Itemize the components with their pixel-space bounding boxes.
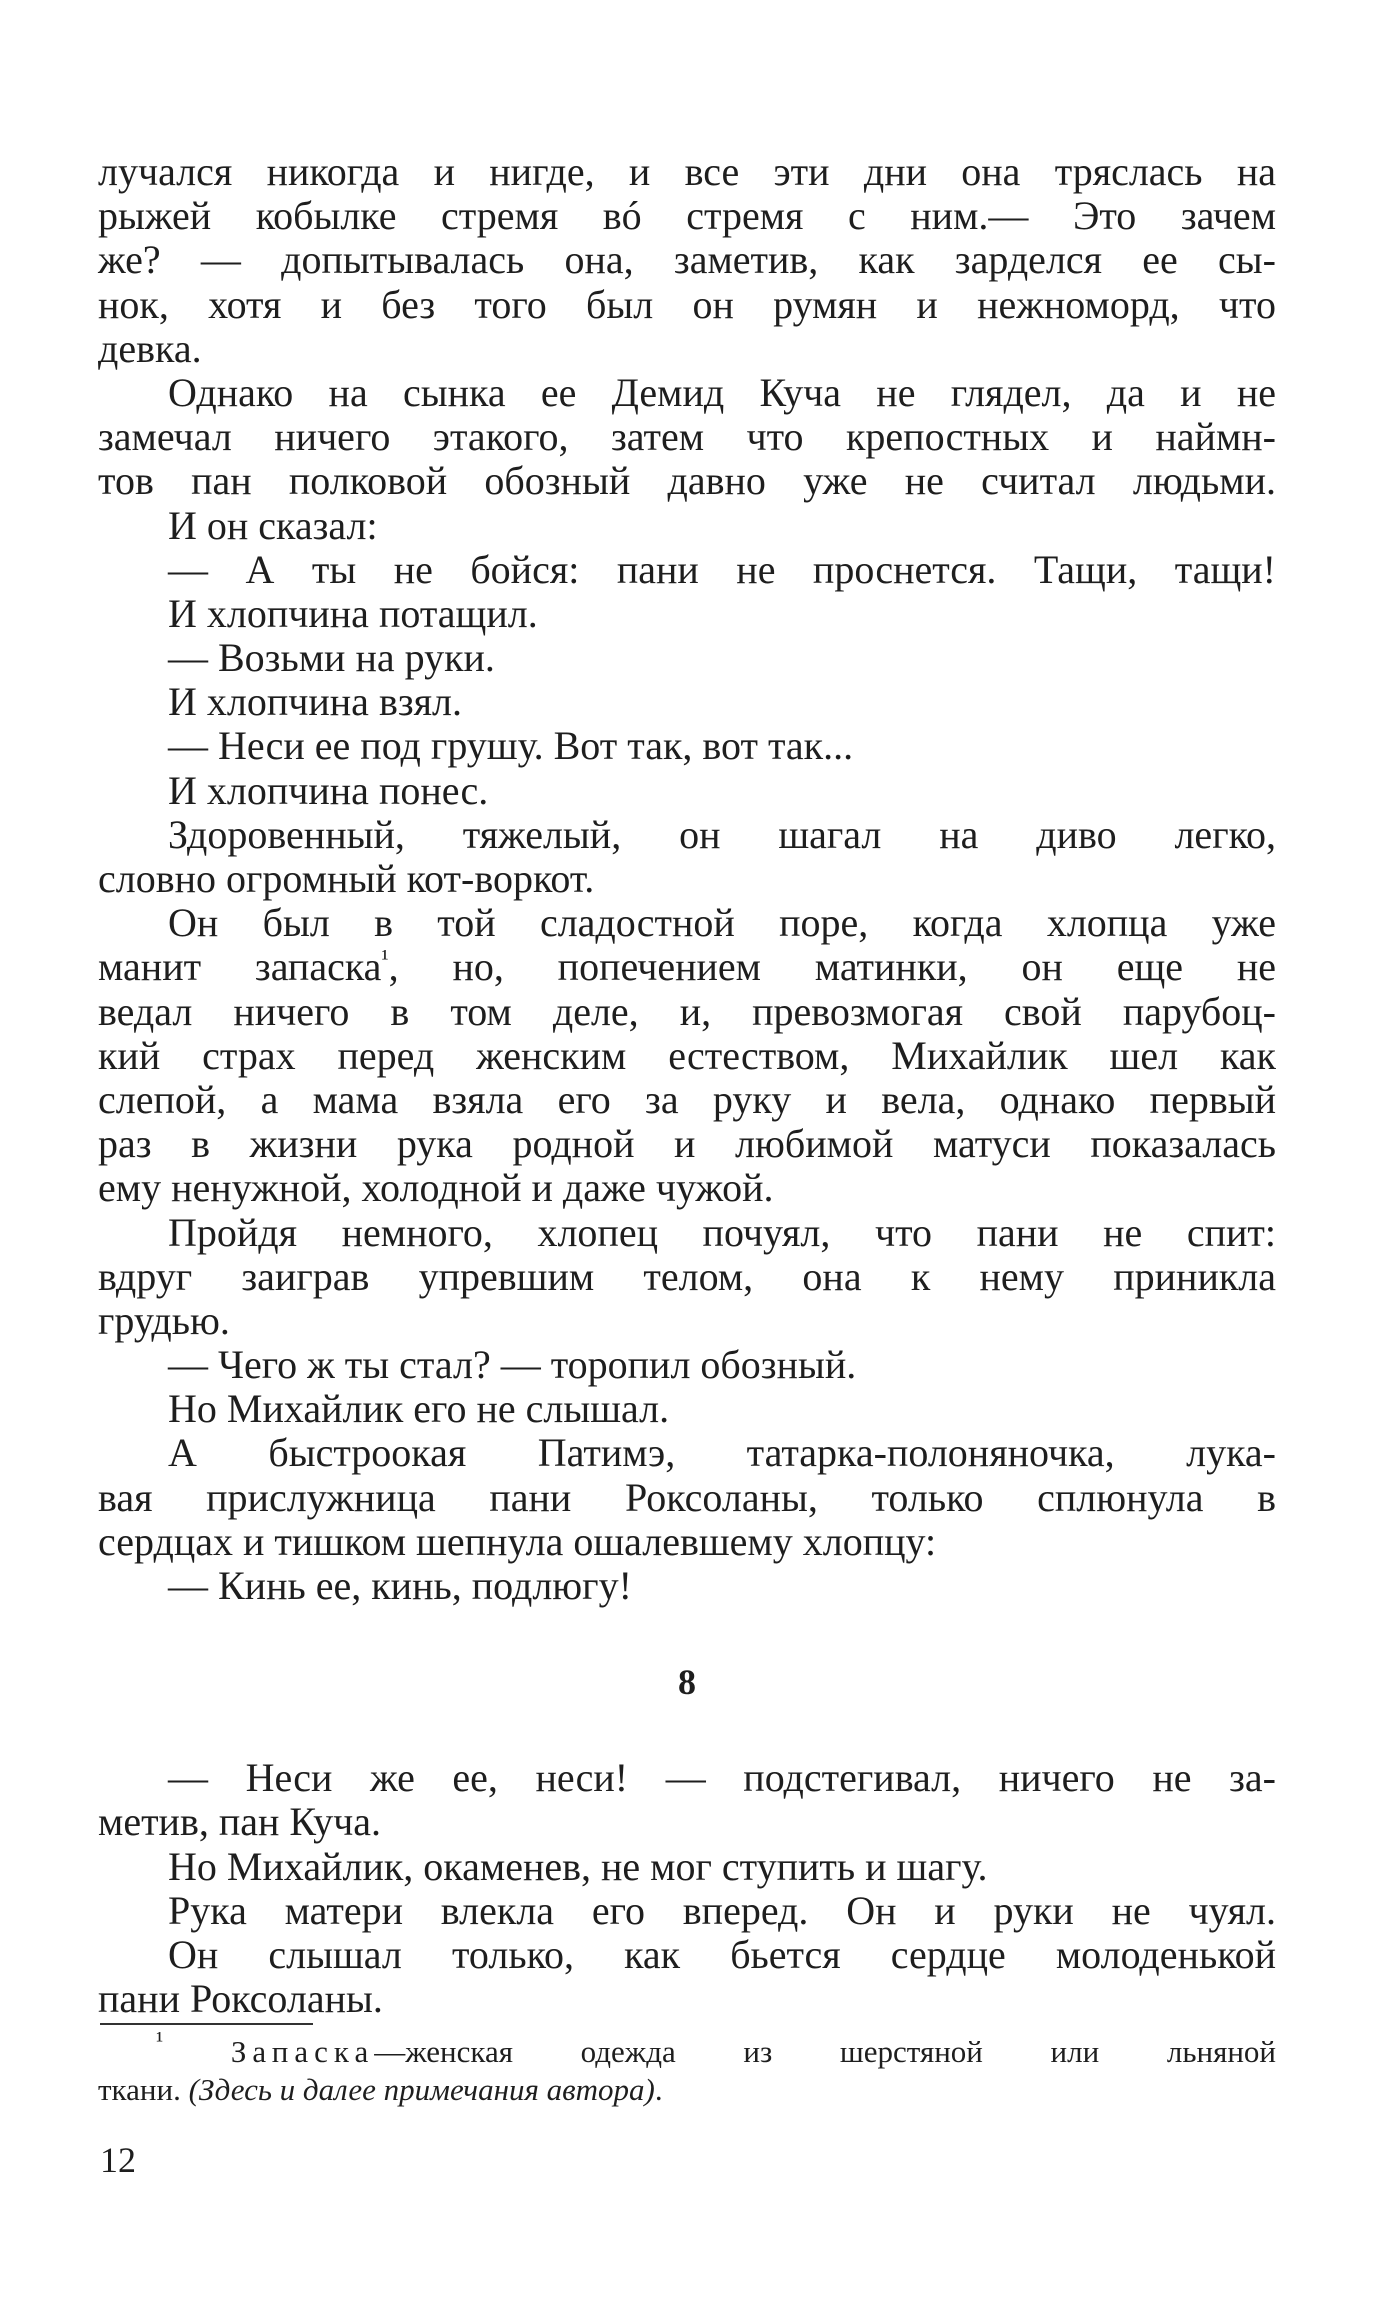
text-line: вая прислужница пани Роксоланы, только сплюнула в (98, 1474, 1276, 1520)
text-line (98, 945, 1276, 989)
text-line: лучался никогда и нигде, и все эти дни она тряслась на (98, 149, 1276, 194)
text-line: раз в жизни рука родной и любимой матуси показалась (98, 1121, 1276, 1167)
text-line: А быстроокая Патимэ, татарка-полоняночка, лука- (168, 1430, 1276, 1476)
footnote-line (98, 2028, 1277, 2071)
text-line: — Кинь ее, кинь, подлюгу! (168, 1563, 632, 1608)
text-line: Рука матери влекла его вперед. Он и руки не чуял. (168, 1887, 1276, 1933)
text-line: — Чего ж ты стал? — торопил обозный. (168, 1342, 857, 1388)
text-line: Он был в той сладостной поре, когда хлопца уже (168, 900, 1276, 946)
text-line: И хлопчина потащил. (168, 590, 538, 636)
text-line: рыжей кобылке стремя вó стремя с ним.— Это зачем (98, 193, 1276, 239)
text-line: — Неси же ее, неси! — подстегивал, ничего не за- (168, 1755, 1276, 1801)
text-line: слепой, а мама взяла его за руку и вела, однако первый (98, 1076, 1276, 1122)
text-line: Но Михайлик, окаменев, не мог ступить и шагу. (168, 1843, 988, 1889)
text-line: Здоровенный, тяжелый, он шагал на диво легко, (168, 811, 1276, 857)
text-line: И он сказал: (168, 502, 378, 548)
text-line: метив, пан Куча. (98, 1799, 381, 1845)
page-number: 12 (100, 2140, 136, 2180)
chapter-number: 8 (678, 1662, 696, 1703)
text-line: словно огромный кот-воркот. (98, 856, 595, 901)
footnote-text: ткани. (98, 2072, 189, 2108)
text-line: — А ты не бойся: пани не проснется. Тащи, тащи! (168, 546, 1276, 592)
text-line: замечал ничего этакого, затем что крепостных и наймн- (98, 414, 1276, 460)
text-line: ему ненужной, холодной и даже чужой. (98, 1165, 774, 1211)
footnote-term: Запаска (230, 2034, 375, 2070)
text-line: Однако на сынка ее Демид Куча не глядел, да и не (168, 369, 1276, 415)
footnote (98, 2028, 1277, 2109)
text-line: Он слышал только, как бьется сердце молоденькой (168, 1931, 1276, 1977)
text-line: же? — допытывалась она, заметив, как зарделся ее сы- (98, 237, 1276, 283)
text-block-1 (98, 150, 1276, 1608)
text-block-2 (98, 1756, 1276, 2021)
text-line: кий страх перед женским естеством, Михайлик шел как (98, 1032, 1276, 1078)
footnote-marker: ¹ (381, 946, 389, 973)
text-line: девка. (98, 325, 202, 371)
text-line: ведал ничего в том деле, и, превозмогая свой парубоц- (98, 988, 1276, 1034)
text-line: — Возьми на руки. (168, 635, 495, 681)
text-line: грудью. (98, 1297, 230, 1343)
footnote-marker: ¹ (156, 2028, 164, 2055)
text-fragment: манит запаска (98, 944, 382, 990)
text-line: пани Роксоланы. (98, 1976, 383, 2022)
text-line: И хлопчина понес. (168, 767, 489, 813)
text-line: И хлопчина взял. (168, 679, 462, 725)
text-fragment: , но, попечением матинки, он еще не (388, 944, 1276, 990)
footnote-text: . (654, 2072, 663, 2108)
text-line: Но Михайлик его не слышал. (168, 1386, 670, 1432)
text-line: сердцах и тишком шепнула ошалевшему хлопцу: (98, 1518, 937, 1564)
footnote-definition: —женская одежда из шерстяной или льняной (374, 2034, 1277, 2070)
text-line: тов пан полковой обозный давно уже не считал людьми. (98, 458, 1276, 504)
text-line: вдруг заиграв упревшим телом, она к нему приникла (98, 1253, 1276, 1299)
text-line: — Неси ее под грушу. Вот так, вот так... (168, 723, 854, 769)
text-line: Пройдя немного, хлопец почуял, что пани не спит: (168, 1209, 1276, 1255)
page-body (98, 150, 1276, 2109)
footnote-divider (100, 2023, 313, 2025)
footnote-line (98, 2071, 1276, 2109)
text-line: нок, хотя и без того был он румян и нежноморд, что (98, 281, 1276, 327)
footnote-note: (Здесь и далее примечания автора) (188, 2072, 655, 2108)
